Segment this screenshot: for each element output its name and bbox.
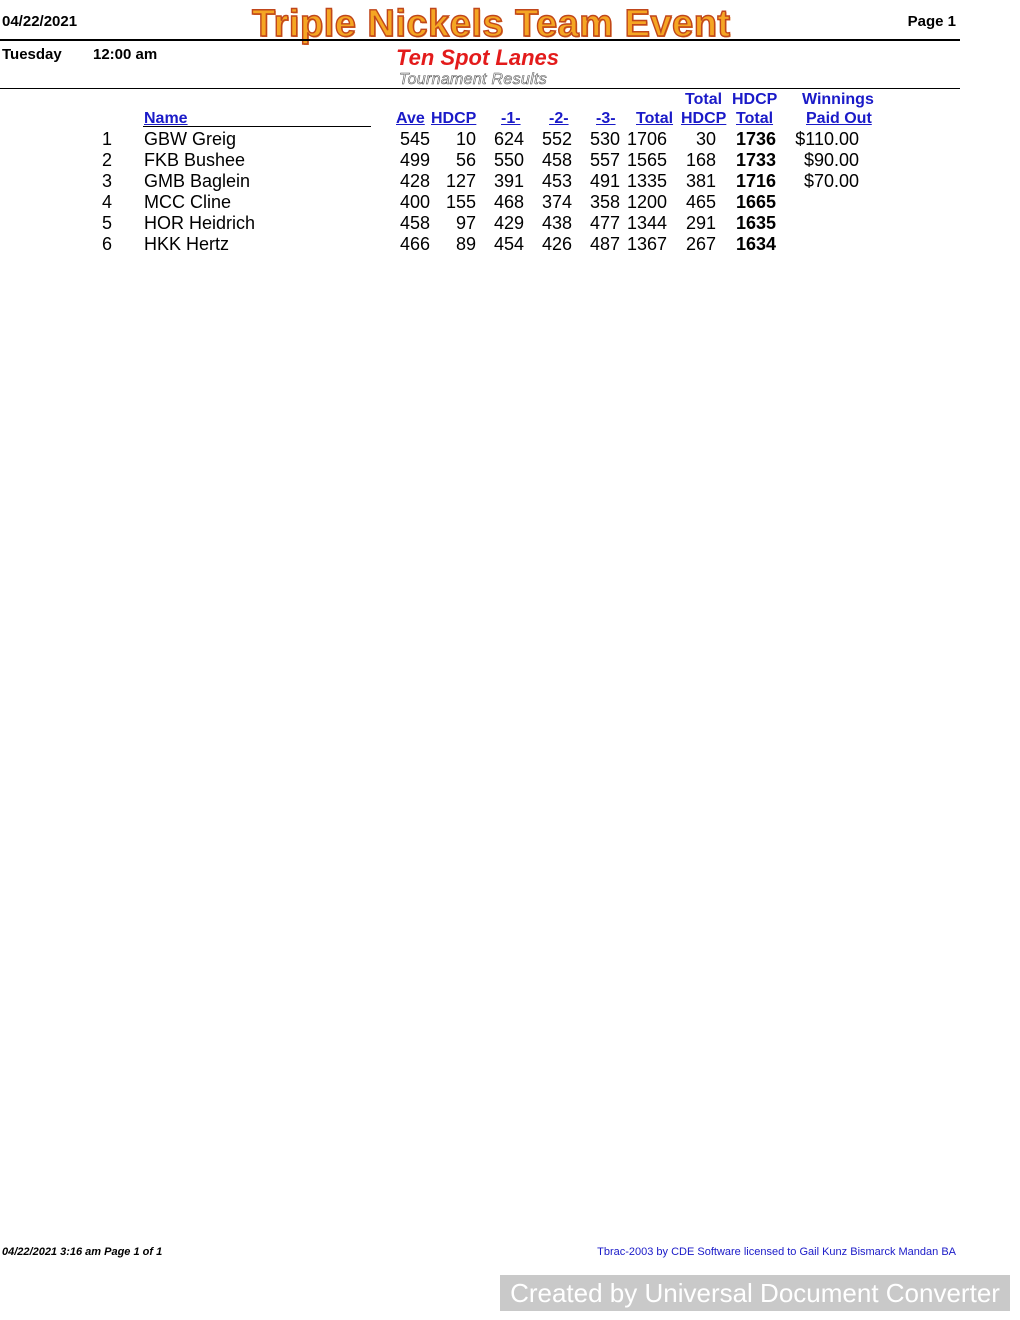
col-name: Name	[144, 110, 188, 127]
col-ave: Ave	[396, 110, 425, 127]
game1-value: 429	[493, 213, 524, 233]
game3-value: 358	[589, 192, 620, 212]
total-hdcp-value: 267	[685, 234, 716, 254]
ave-value: 428	[399, 171, 430, 191]
col-total-hdcp-bottom: HDCP	[681, 110, 727, 127]
winnings-value: $90.00	[803, 150, 859, 170]
rank: 3	[101, 171, 112, 191]
col-game3: -3-	[596, 110, 616, 127]
total-hdcp-value: 168	[685, 150, 716, 170]
col-total-hdcp-top: Total	[685, 91, 723, 108]
total-hdcp-value: 381	[685, 171, 716, 191]
team-name: HOR Heidrich	[144, 213, 256, 233]
event-day: Tuesday	[2, 46, 62, 63]
game1-value: 468	[493, 192, 524, 212]
name-column-rule	[143, 126, 371, 127]
game3-value: 487	[589, 234, 620, 254]
col-hdcp-total-top: HDCP	[732, 91, 778, 108]
col-winnings-bottom: Paid Out	[806, 110, 872, 127]
event-title: Triple Nickels Team Event	[252, 3, 731, 45]
game3-value: 477	[589, 213, 620, 233]
header-divider	[0, 39, 960, 41]
ave-value: 466	[399, 234, 430, 254]
total-hdcp-value: 465	[685, 192, 716, 212]
hdcp-total-value: 1733	[735, 150, 776, 170]
game2-value: 552	[541, 129, 572, 149]
team-name: GMB Baglein	[144, 171, 251, 191]
game1-value: 624	[493, 129, 524, 149]
game2-value: 374	[541, 192, 572, 212]
col-winnings-top: Winnings	[802, 91, 874, 108]
total-value: 1706	[626, 129, 667, 149]
total-value: 1335	[626, 171, 667, 191]
report-date: 04/22/2021	[2, 13, 78, 30]
game3-value: 491	[589, 171, 620, 191]
col-hdcp: HDCP	[431, 110, 477, 127]
winnings-value: $110.00	[795, 129, 859, 149]
ave-value: 400	[399, 192, 430, 212]
col-total: Total	[636, 110, 674, 127]
event-time: 12:00 am	[93, 46, 158, 63]
rank: 4	[101, 192, 112, 212]
report-subtitle: Tournament Results	[399, 71, 547, 88]
team-name: MCC Cline	[144, 192, 232, 212]
game1-value: 550	[493, 150, 524, 170]
team-name: FKB Bushee	[144, 150, 246, 170]
total-hdcp-value: 291	[685, 213, 716, 233]
page-number: Page 1	[907, 13, 956, 30]
ave-value: 458	[399, 213, 430, 233]
rank: 2	[101, 150, 112, 170]
hdcp-total-value: 1716	[735, 171, 776, 191]
converter-watermark: Created by Universal Document Converter	[500, 1275, 1010, 1311]
hdcp-value: 56	[455, 150, 476, 170]
game1-value: 391	[493, 171, 524, 191]
footer-license: Tbrac-2003 by CDE Software licensed to Gail Kunz Bismarck Mandan BA	[597, 1246, 956, 1258]
venue-name: Ten Spot Lanes	[396, 45, 559, 70]
hdcp-total-value: 1634	[735, 234, 776, 254]
hdcp-total-value: 1736	[735, 129, 776, 149]
winnings-value: $70.00	[803, 171, 859, 191]
rank: 5	[101, 213, 112, 233]
hdcp-value: 10	[455, 129, 476, 149]
hdcp-total-value: 1665	[735, 192, 776, 212]
game2-value: 453	[541, 171, 572, 191]
hdcp-total-value: 1635	[735, 213, 776, 233]
hdcp-value: 155	[445, 192, 476, 212]
total-value: 1344	[626, 213, 667, 233]
rank: 6	[101, 234, 112, 254]
rank: 1	[101, 129, 112, 149]
col-game2: -2-	[549, 110, 569, 127]
total-value: 1200	[626, 192, 667, 212]
game2-value: 458	[541, 150, 572, 170]
team-name: GBW Greig	[144, 129, 237, 149]
subheader-divider	[0, 88, 960, 89]
col-hdcp-total-bottom: Total	[736, 110, 774, 127]
col-game1: -1-	[501, 110, 521, 127]
total-hdcp-value: 30	[695, 129, 716, 149]
total-value: 1367	[626, 234, 667, 254]
total-value: 1565	[626, 150, 667, 170]
ave-value: 545	[399, 129, 430, 149]
game3-value: 530	[589, 129, 620, 149]
team-name: HKK Hertz	[144, 234, 230, 254]
hdcp-value: 127	[445, 171, 476, 191]
ave-value: 499	[399, 150, 430, 170]
footer-print-info: 04/22/2021 3:16 am Page 1 of 1	[2, 1246, 163, 1258]
game3-value: 557	[589, 150, 620, 170]
hdcp-value: 97	[455, 213, 476, 233]
game1-value: 454	[493, 234, 524, 254]
game2-value: 426	[541, 234, 572, 254]
game2-value: 438	[541, 213, 572, 233]
hdcp-value: 89	[455, 234, 476, 254]
